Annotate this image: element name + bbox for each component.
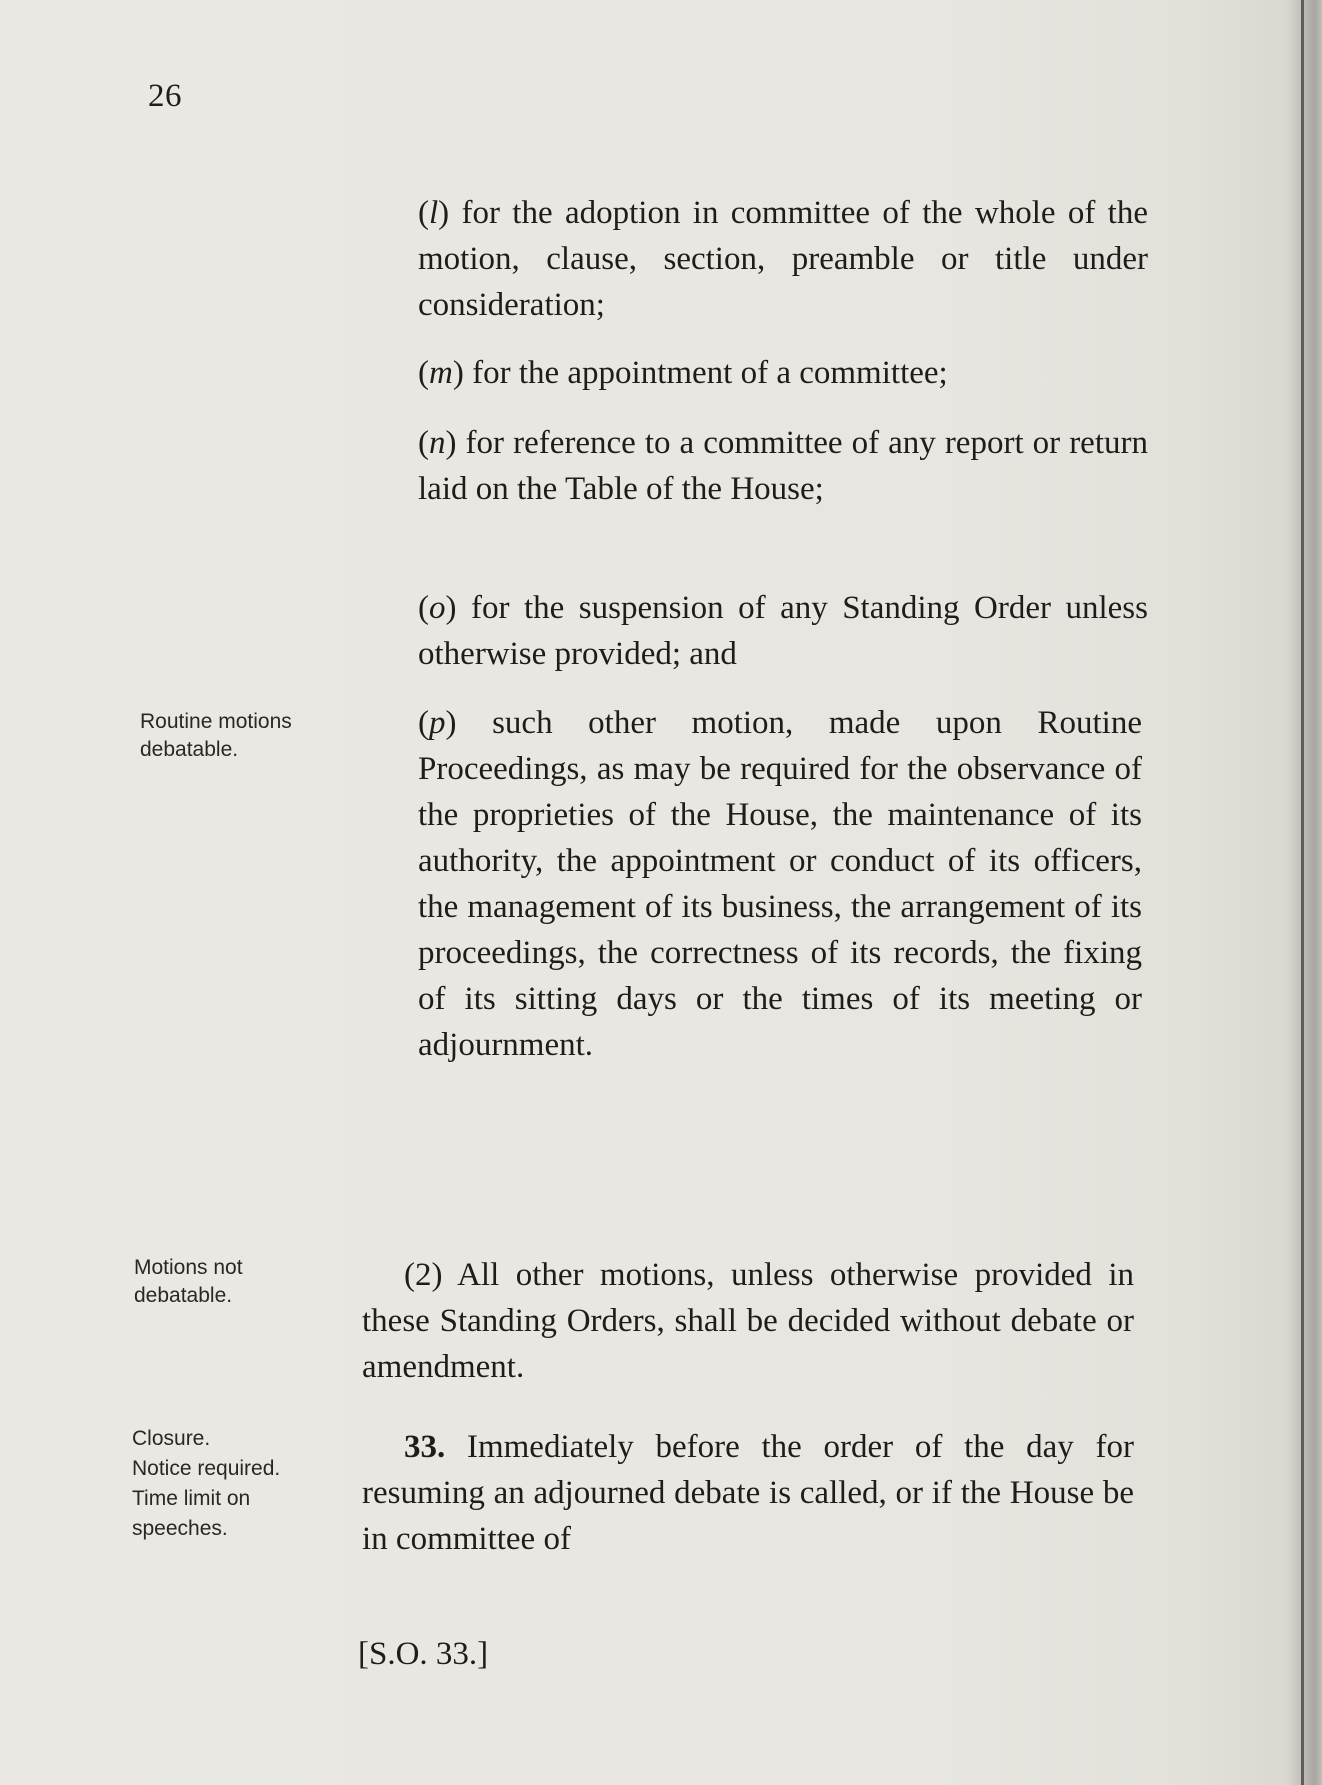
- binding-shadow: [1286, 0, 1322, 1785]
- clause-label: l: [429, 195, 439, 231]
- margin-note-line: Time limit on: [132, 1487, 251, 1510]
- clause-label: m: [429, 355, 453, 391]
- clause-text: for reference to a committee of any report or return laid on the Table of the House;: [418, 425, 1148, 507]
- paragraph-number: (2): [404, 1257, 443, 1293]
- clause-text: for the appointment of a committee;: [472, 355, 948, 391]
- clause-text: for the suspension of any Standing Order unless otherwise provided; and: [418, 590, 1148, 672]
- margin-note-line: Closure.: [132, 1427, 211, 1450]
- clause-label: p: [429, 705, 446, 741]
- margin-note-closure: [132, 1424, 280, 1544]
- binding-edge: [1301, 0, 1304, 1785]
- clause-n: (n) for reference to a committee of any report or return laid on the Table of the House;: [418, 425, 1148, 507]
- page-number: 26: [148, 78, 182, 114]
- margin-note-line: speeches.: [132, 1517, 228, 1540]
- margin-note-routine-motions: [140, 708, 292, 764]
- standing-order-number: 33.: [404, 1429, 446, 1465]
- clause-label: o: [429, 590, 446, 626]
- margin-note-line: debatable.: [134, 1284, 233, 1307]
- margin-note-line: Routine motions: [140, 710, 292, 733]
- paragraph-text: All other motions, unless otherwise provided in these Standing Orders, shall be decided without debate or amendment.: [362, 1257, 1134, 1385]
- clause-label: n: [429, 425, 446, 461]
- margin-note-line: Notice required.: [132, 1457, 281, 1480]
- paragraph-text: Immediately before the order of the day for resuming an adjourned debate is called, or if the House be in committee of: [362, 1429, 1134, 1557]
- clause-m: (m) for the appointment of a committee;: [418, 355, 948, 391]
- margin-note-motions-not-debatable: [134, 1254, 243, 1310]
- clause-l: (l) for the adoption in committee of the whole of the motion, clause, section, preamble or title under consideration;: [418, 195, 1148, 323]
- clause-p: (p) such other motion, made upon Routine Proceedings, as may be required for the observance of the proprieties of the House, the maintenance of its authority, the appointment or conduct of its officers, the management of its business, the arrangement of its proceedings, the correctness of its records, the fixing of its sitting days or the times of its meeting or adjournment.: [418, 705, 1142, 1063]
- margin-note-line: Motions not: [134, 1256, 243, 1279]
- clause-text: for the adoption in committee of the whole of the motion, clause, section, preamble or title under consideration;: [418, 195, 1148, 323]
- standing-order-33: [362, 1424, 1134, 1562]
- paragraph-2: [362, 1252, 1134, 1390]
- clause-text: such other motion, made upon Routine Proceedings, as may be required for the observance of the proprieties of the House, the maintenance of its authority, the appointment or conduct of its officers, the management of its business, the arrangement of its proceedings, the correctness of its records, the fixing of its sitting days or the times of its meeting or adjournment.: [418, 705, 1142, 1063]
- standing-order-reference: [S.O. 33.]: [358, 1636, 489, 1672]
- clause-o: (o) for the suspension of any Standing Order unless otherwise provided; and: [418, 590, 1148, 672]
- margin-note-line: debatable.: [140, 738, 239, 761]
